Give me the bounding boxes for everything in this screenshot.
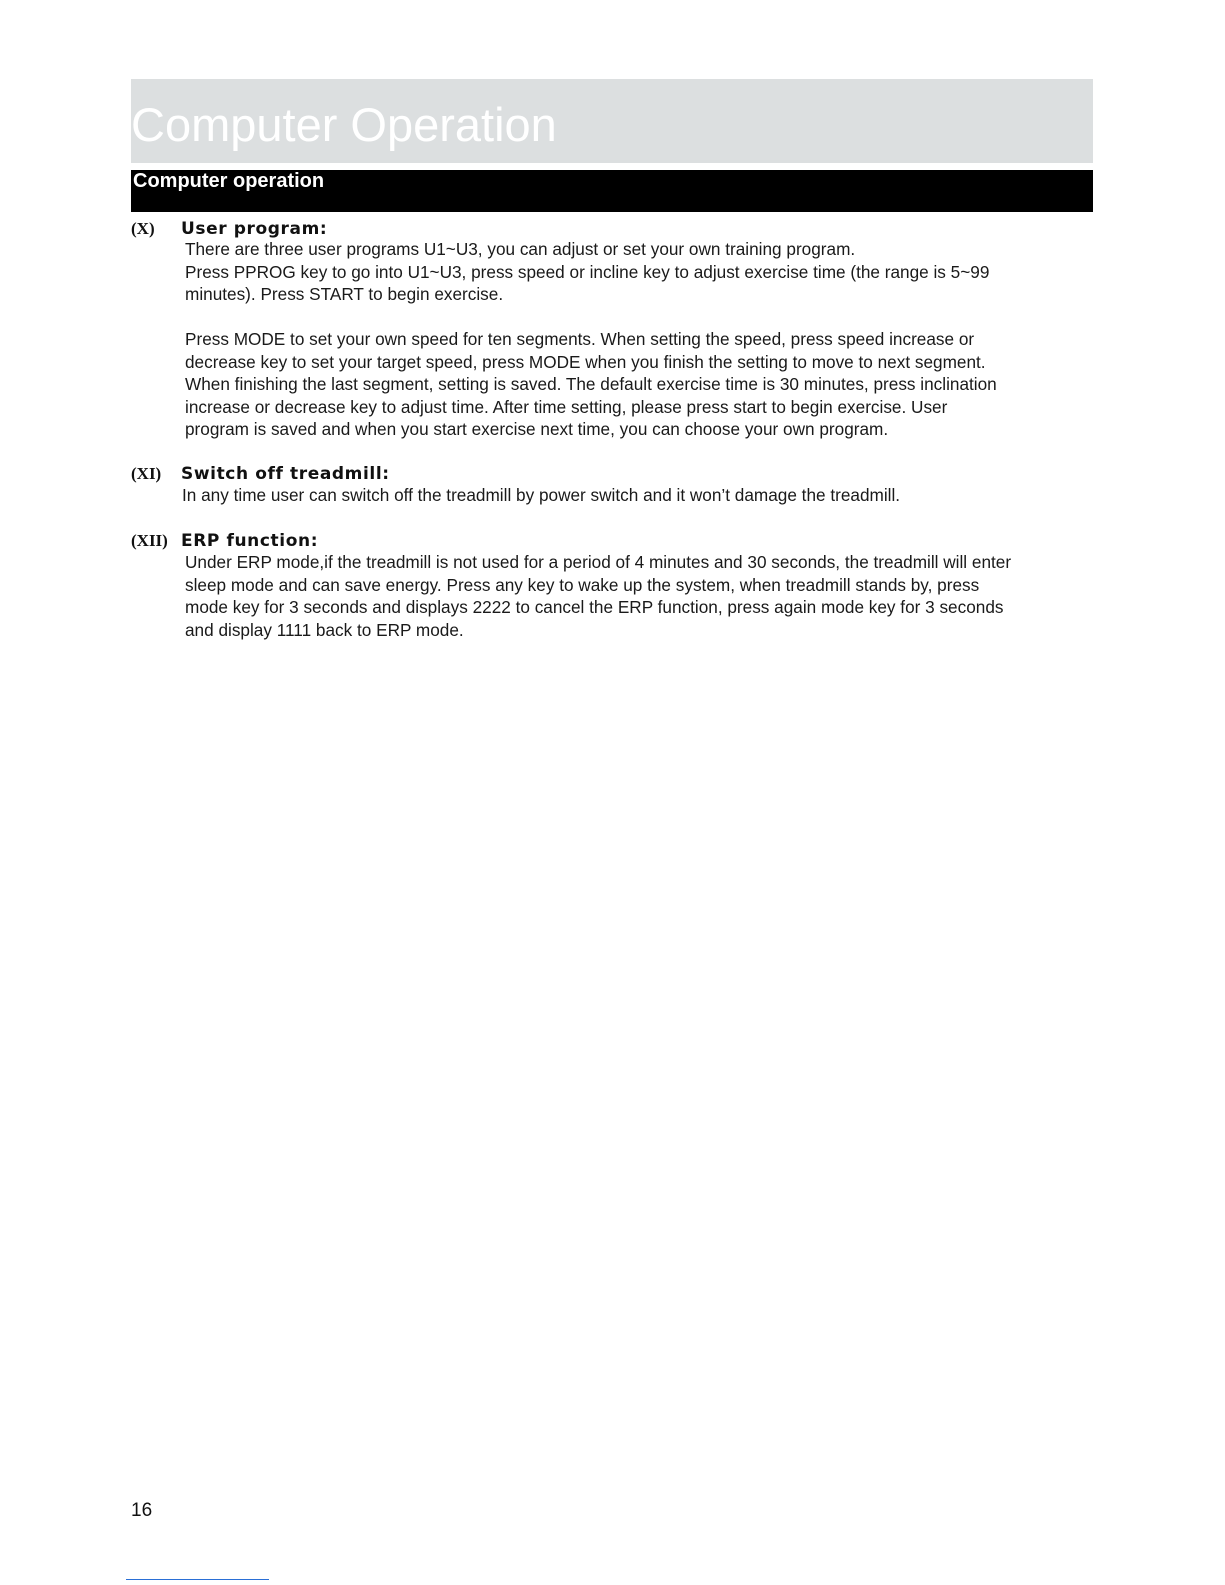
body-line: mode key for 3 seconds and displays 2222 to cancel the ERP function, press again mode key for 3 seconds (185, 597, 1004, 618)
section-numeral: (X) (131, 219, 155, 238)
section-heading-label: Switch off treadmill: (181, 464, 390, 484)
section-numeral: (XI) (131, 464, 162, 483)
section-body-user-program-b (185, 328, 1095, 441)
body-line: increase or decrease key to adjust time. After time setting, please press start to begin exercise. User (185, 396, 948, 417)
section-body-user-program-a (185, 238, 1095, 306)
section-body-switch-off (182, 484, 1092, 507)
page-title: Computer Operation (131, 98, 557, 151)
body-line: When finishing the last segment, setting is saved. The default exercise time is 30 minutes, press inclination (185, 374, 997, 395)
page-number: 16 (131, 1500, 153, 1521)
body-line: decrease key to set your target speed, press MODE when you finish the setting to move to next segment. (185, 351, 986, 372)
body-line: minutes). Press START to begin exercise. (185, 284, 504, 305)
section-numeral: (XII) (131, 531, 168, 550)
section-heading-switch-off (131, 464, 390, 485)
section-heading-erp (131, 531, 319, 552)
section-bar (131, 170, 1093, 212)
body-line: In any time user can switch off the treadmill by power switch and it won’t damage the treadmill. (182, 485, 901, 505)
body-line: program is saved and when you start exercise next time, you can choose your own program. (185, 419, 889, 440)
section-heading-label: User program: (181, 219, 328, 239)
section-heading-user-program (131, 219, 328, 240)
section-body-erp (185, 551, 1095, 641)
body-line: Under ERP mode,if the treadmill is not used for a period of 4 minutes and 30 seconds, the treadmill will enter (185, 552, 1012, 572)
body-line: Press PPROG key to go into U1~U3, press speed or incline key to adjust exercise time (the range is 5~99 (185, 261, 990, 282)
section-heading-label: ERP function: (181, 531, 319, 551)
footer-rule (126, 1579, 269, 1580)
section-title: Computer operation (133, 170, 325, 192)
body-line: sleep mode and can save energy. Press any key to wake up the system, when treadmill stands by, press (185, 574, 980, 595)
body-line: Press MODE to set your own speed for ten segments. When setting the speed, press speed increase or (185, 329, 975, 349)
body-line: and display 1111 back to ERP mode. (185, 619, 464, 640)
title-band (131, 79, 1093, 163)
body-line: There are three user programs U1~U3, you can adjust or set your own training program. (185, 239, 856, 259)
